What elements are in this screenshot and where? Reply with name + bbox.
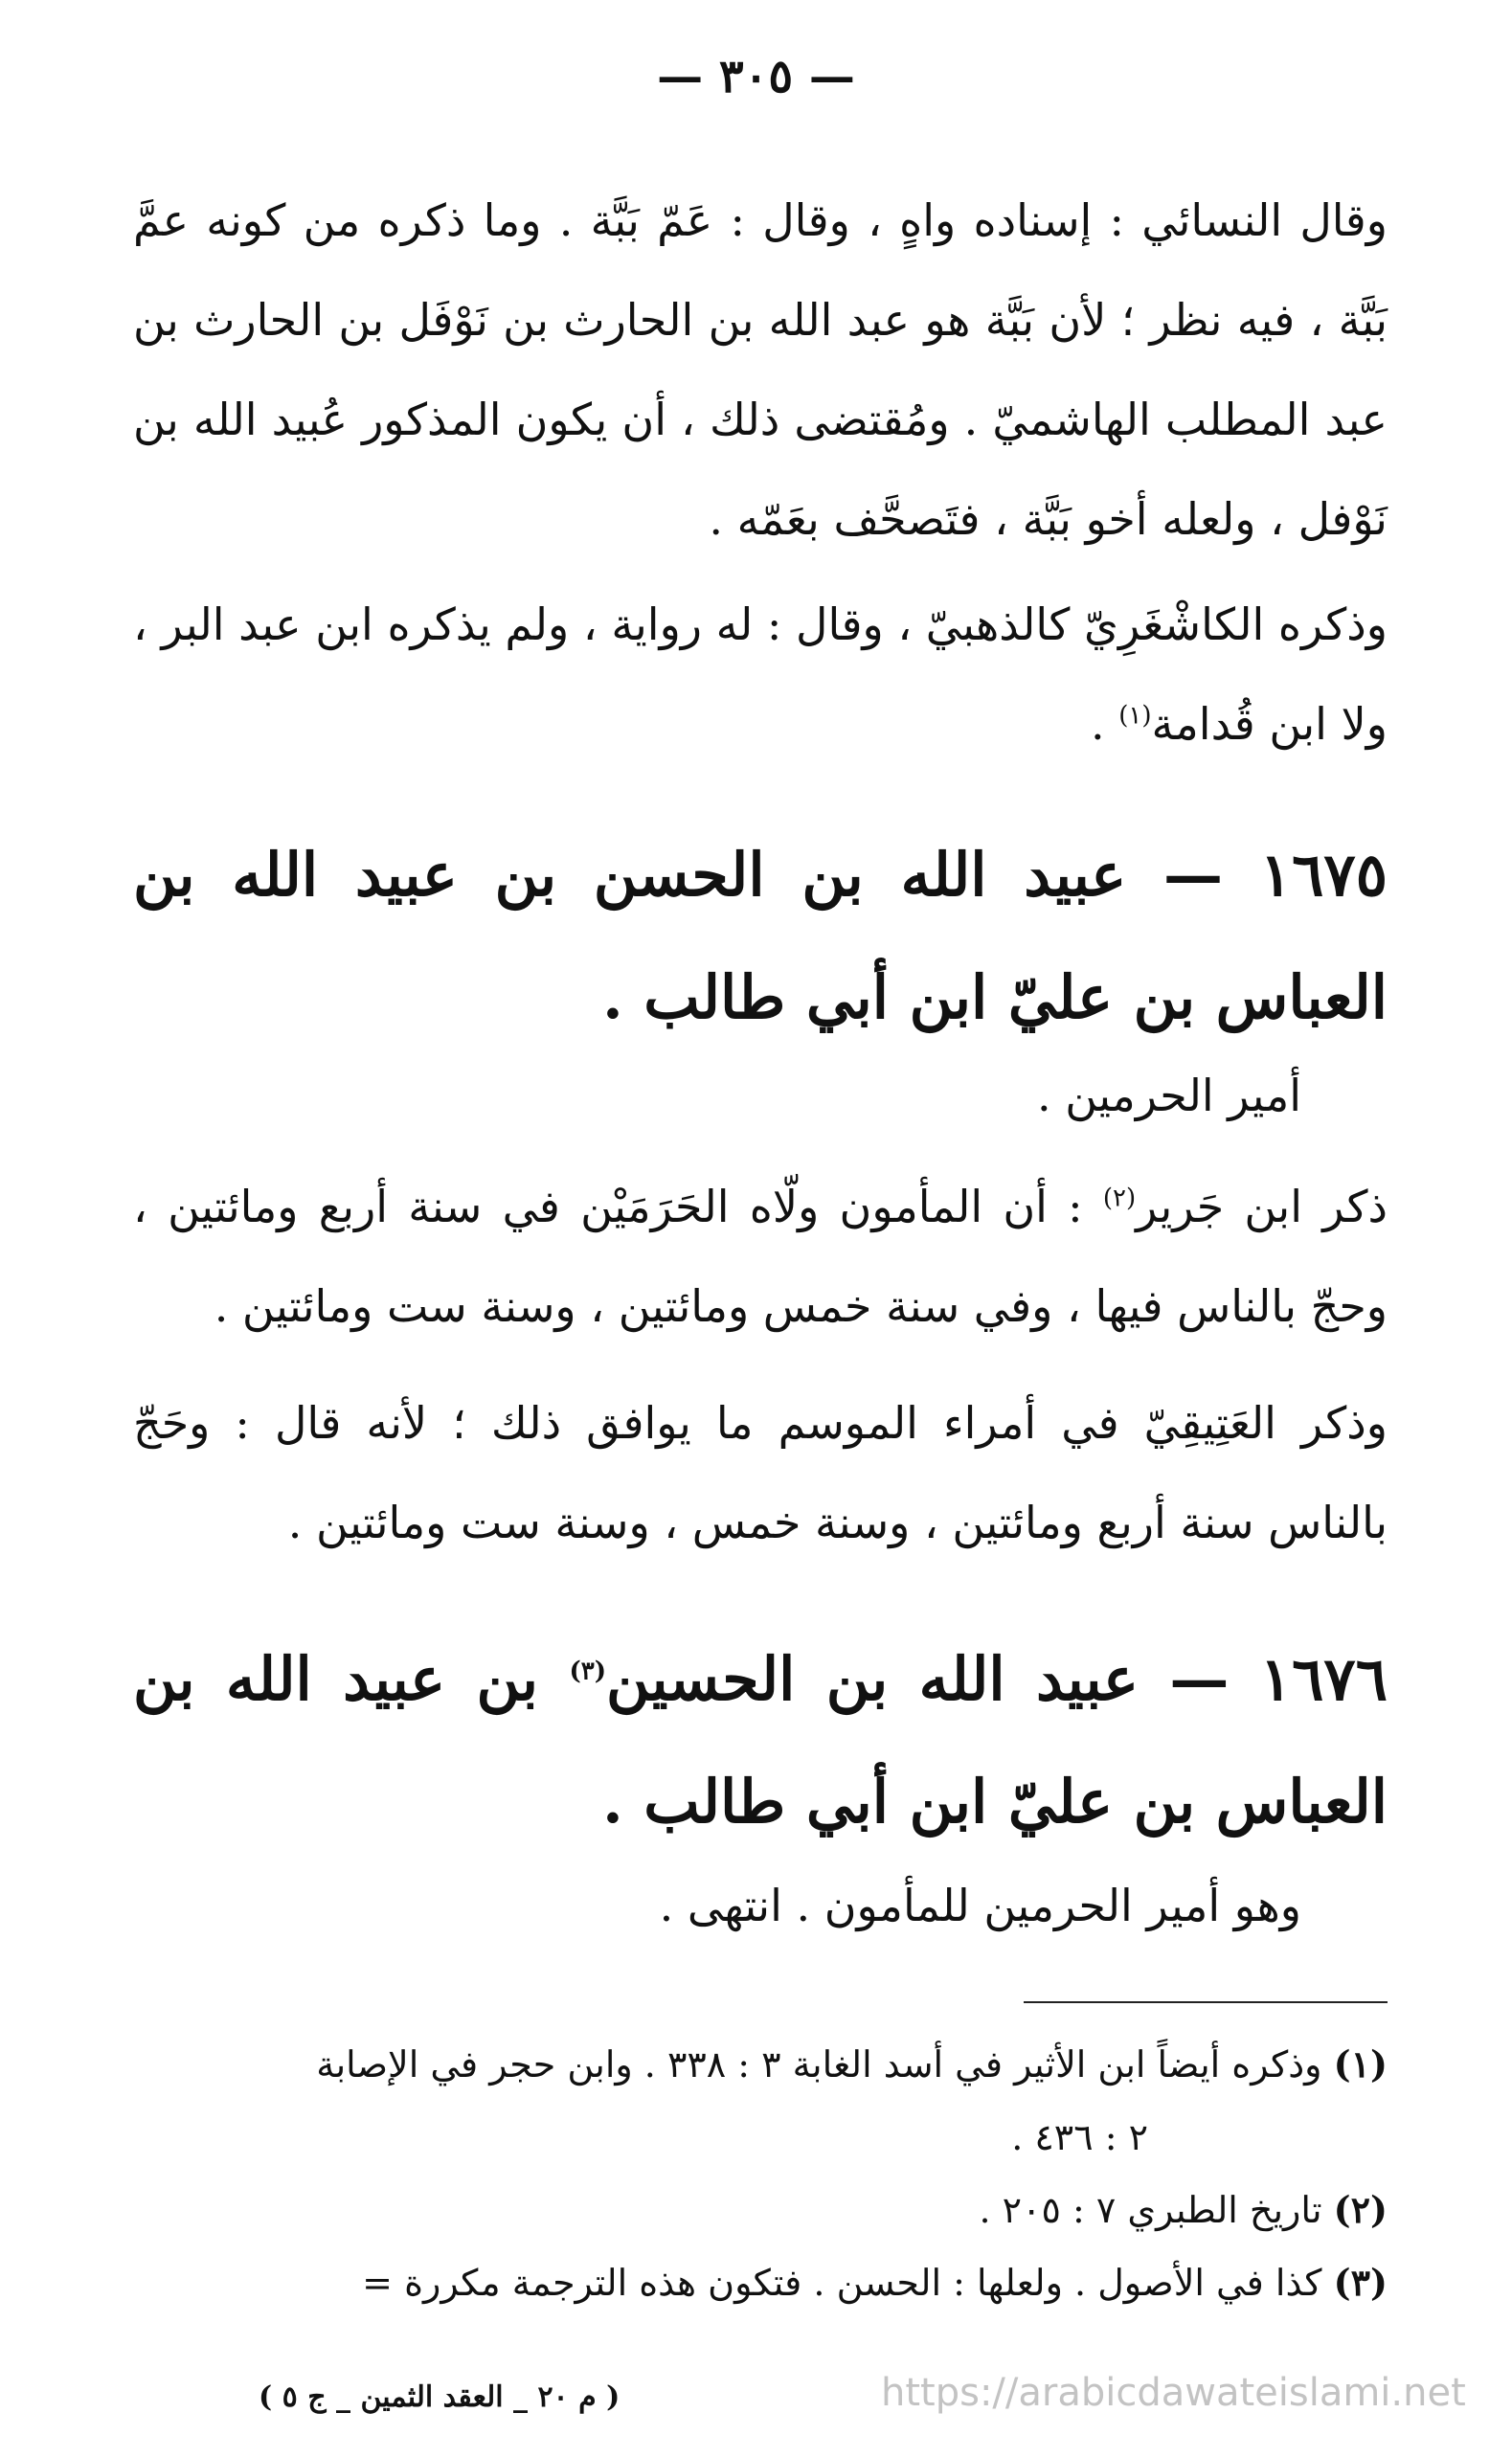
footnote-ref-2[interactable]: (٢) [1102,1184,1137,1213]
footnote-number: (١) [1333,2042,1388,2086]
paragraph-text: وقال النسائي : إسناده واهٍ ، وقال : عَمّ بَبَّة . وما ذكره من كونه عمَّ بَبَّة ، فيه نظر ؛ لأن بَبَّة هو عبد الله بن الحارث بن نَوْفَل بن الحارث بن عبد المطلب الهاشميّ . ومُقتضى ذلك ، أن يكون المذكور عُبيد الله بن نَوْفل ، ولعله أخو بَبَّة ، فتَصحَّف بعَمّه . [133,194,1388,545]
entry-subtitle-1675: أمير الحرمين . [1037,1070,1301,1121]
paragraph-text: وذكر العَتِيقِيّ في أمراء الموسم ما يوافق ذلك ؛ لأنه قال : وحَجّ بالناس سنة أربع ومائتين ، وسنة خمس ، وسنة ست ومائتين . [133,1397,1388,1548]
paragraph-atiqi [133,1373,1388,1572]
paragraph-text: وذكره الكاشْغَرِيّ كالذهبيّ ، وقال : له رواية ، ولم يذكره ابن عبد البر ، ولا ابن قُدامة [132,598,1388,750]
entry-title: — عبيد الله بن الحسين [606,1644,1260,1714]
entry-title: — عبيد الله بن الحسن بن عبيد الله بن العباس بن عليّ ابن أبي طالب . [133,840,1388,1032]
paragraph-text-cont: : أن المأمون ولّاه الحَرَمَيْن في سنة أربع ومائتين ، وحجّ بالناس فيها ، وفي سنة خمس ومائتين ، وسنة ست ومائتين . [133,1181,1388,1332]
entry-number: ١٦٧٥ [1259,840,1388,910]
signature-mark: ( م ٢٠ _ العقد الثمين _ ج ٥ ) [259,2380,621,2414]
footnote-2 [133,2174,1388,2246]
watermark-url: https://arabicdawateislami.net [881,2371,1466,2415]
footnote-ref-3[interactable]: (٣) [569,1657,607,1686]
entry-heading-1675 [133,814,1388,1059]
paragraph-text: ذكر ابن جَرير [1136,1181,1388,1232]
paragraph-nasai [133,170,1388,569]
footnote-text: تاريخ الطبري ٧ : ٢٠٥ . [979,2189,1334,2231]
paragraph-kashghari [133,575,1388,774]
page-number: — ٣٠٥ — [657,50,855,103]
footnote-text: وذكره أيضاً ابن الأثير في أسد الغابة ٣ : ٣٣٨ . وابن حجر في الإصابة [316,2043,1334,2086]
footnotes [133,2028,1388,2319]
footnote-text: كذا في الأصول . ولعلها : الحسن . فتكون هذه الترجمة مكررة = [362,2262,1334,2304]
entry-subtitle-1676: وهو أمير الحرمين للمأمون . انتهى . [659,1880,1301,1931]
footnote-number: (٢) [1333,2188,1388,2231]
paragraph-ibn-jarir [133,1157,1388,1356]
entry-number: ١٦٧٦ [1259,1644,1388,1714]
footnote-3 [133,2246,1388,2319]
footnote-1-continuation: ٢ : ٤٣٦ . [1011,2116,1148,2158]
paragraph-end: . [1090,698,1119,750]
footnote-number: (٣) [1333,2261,1388,2304]
footnote-1 [133,2028,1388,2101]
entry-heading-1676 [133,1618,1388,1863]
footnote-ref-1[interactable]: (١) [1118,701,1152,731]
footnote-divider [1024,2001,1388,2003]
entry-title-cont: بن عبيد الله بن العباس بن عليّ ابن أبي طالب . [133,1644,1388,1837]
